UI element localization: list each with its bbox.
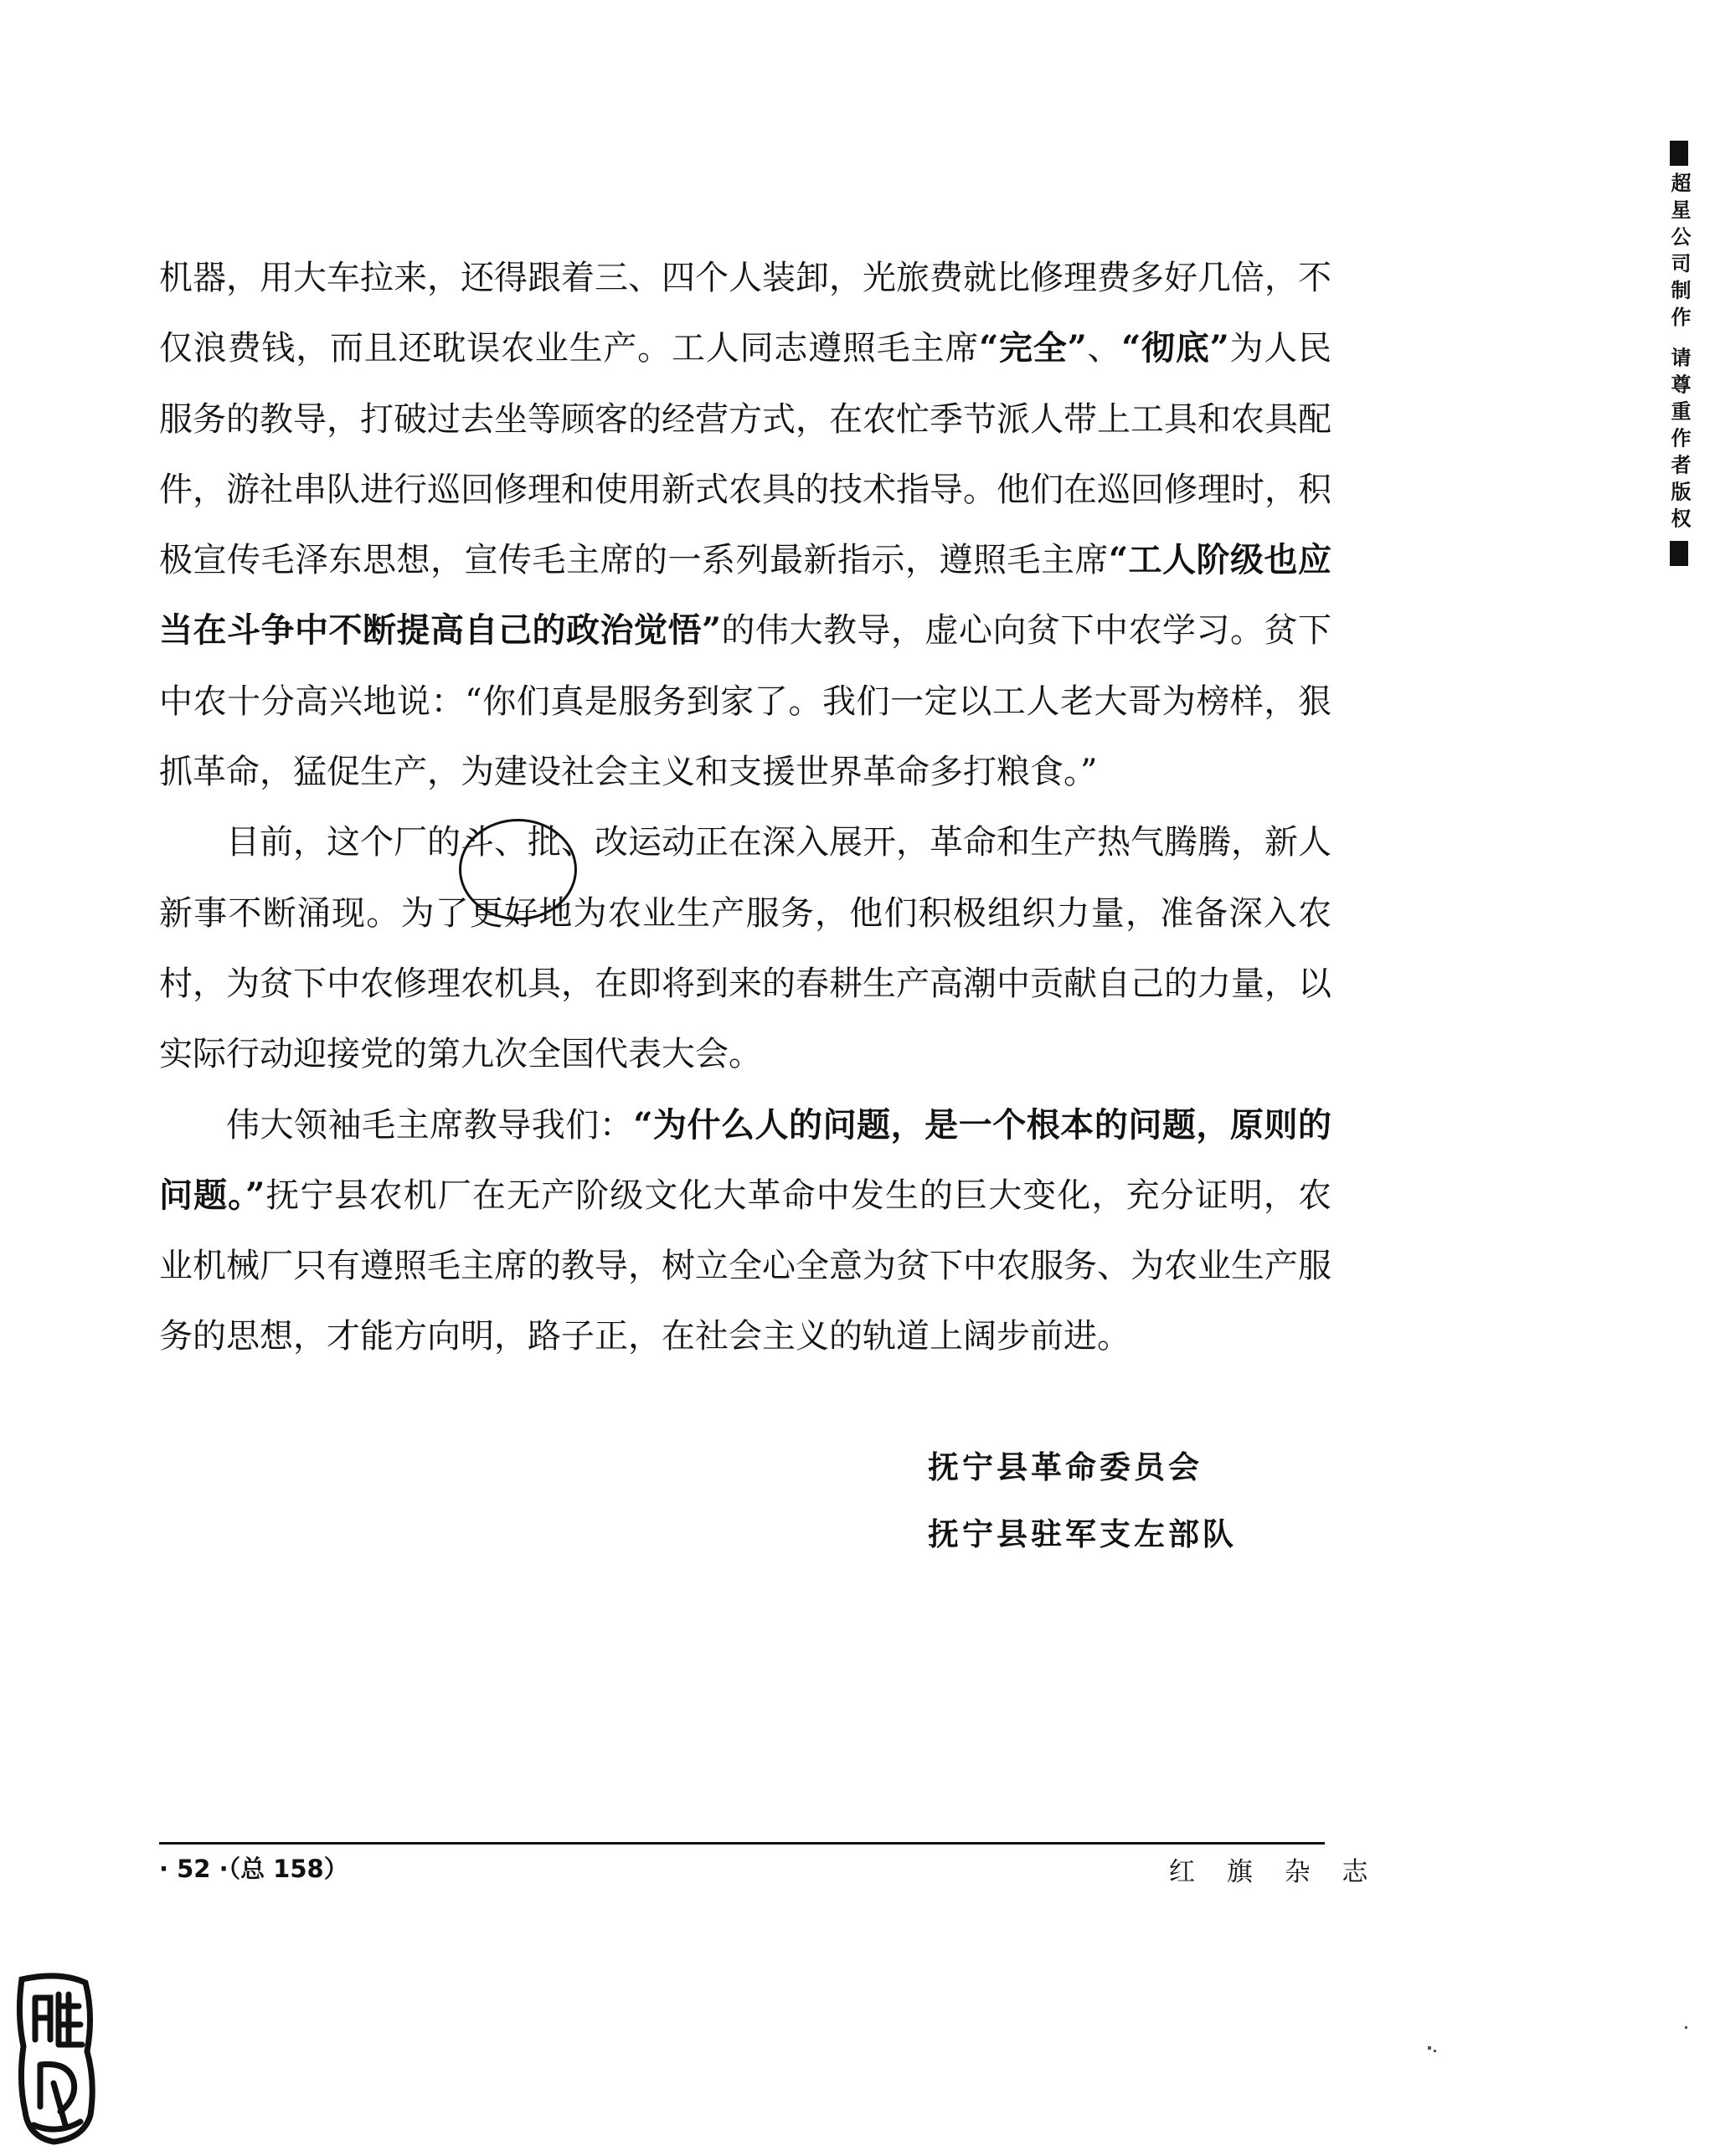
text-run: 机器，用大车拉来，还得跟着三、四个人装卸，光旅费就比修理费多好几倍，不仅浪费钱，而且还耽误农业生产。工人同志遵照毛主席 <box>159 259 1331 368</box>
stamp-text: 超星公司制作 请尊重作者版权 <box>1667 172 1691 535</box>
print-speck <box>1685 2026 1687 2029</box>
seal-stamp-icon <box>10 1964 102 2148</box>
bold-quote: “为什么人的问题，是一个根本的问题，原则的问题。” <box>159 1104 1331 1215</box>
text-run: 抚宁县农机厂在无产阶级文化大革命中发生的巨大变化，充分证明，农业机械厂只有遵照毛主席的教导，树立全心全意为贫下中农服务、为农业生产服务的思想，才能方向明，路子正，在社会主义的轨道上阔步前进。 <box>159 1176 1332 1356</box>
footer-rule <box>159 1842 1325 1845</box>
magazine-name: 红 旗 杂 志 <box>1169 1857 1380 1887</box>
article-body <box>159 243 1331 1372</box>
stamp-bar-top <box>1670 141 1688 166</box>
paragraph-1 <box>159 243 1331 807</box>
signature-line-2: 抚宁县驻军支左部队 <box>928 1515 1237 1552</box>
page-number: · 52 ·（总 158） <box>159 1855 348 1883</box>
text-run: 伟大领袖毛主席教导我们： <box>226 1105 634 1145</box>
paragraph-2 <box>159 807 1331 1089</box>
stamp-bar-bottom <box>1670 541 1688 566</box>
text-run: 目前，这个厂的斗、批、改运动正在深入展开，革命和生产热气腾腾，新人新事不断涌现。为了更好地为农业生产服务，他们积极组织力量，准备深入农村，为贫下中农修理农机具，在即将到来的春耕生产高潮中贡献自己的力量，以实际行动迎接党的第九次全国代表大会。 <box>159 823 1331 1074</box>
paragraph-3 <box>159 1090 1331 1372</box>
hand-drawn-circle-mark <box>459 819 577 920</box>
signature-block <box>928 1433 1237 1567</box>
print-speck <box>1434 2050 1436 2052</box>
signature-line-1: 抚宁县革命委员会 <box>928 1448 1203 1485</box>
bold-quote: “完全” <box>979 328 1087 368</box>
text-run: 的伟大教导，虚心向贫下中农学习。贫下中农十分高兴地说：“你们真是服务到家了。我们一定以工人老大哥为榜样，狠抓革命，猛促生产，为建设社会主义和支援世界革命多打粮食。” <box>159 611 1331 792</box>
bold-quote: “彻底” <box>1121 328 1229 368</box>
print-speck <box>1428 2046 1431 2050</box>
text-run: 、 <box>1086 329 1122 368</box>
bold-quote: “工人阶级也应当在斗争中不断提高自己的政治觉悟” <box>159 540 1332 651</box>
copyright-side-stamp <box>1665 141 1698 566</box>
text-run: 为人民服务的教导，打破过去坐等顾客的经营方式，在农忙季节派人带上工具和农具配件，游社串队进行巡回修理和使用新式农具的技术指导。他们在巡回修理时，积极宣传毛泽东思想，宣传毛主席的一系列最新指示，遵照毛主席 <box>159 329 1332 580</box>
